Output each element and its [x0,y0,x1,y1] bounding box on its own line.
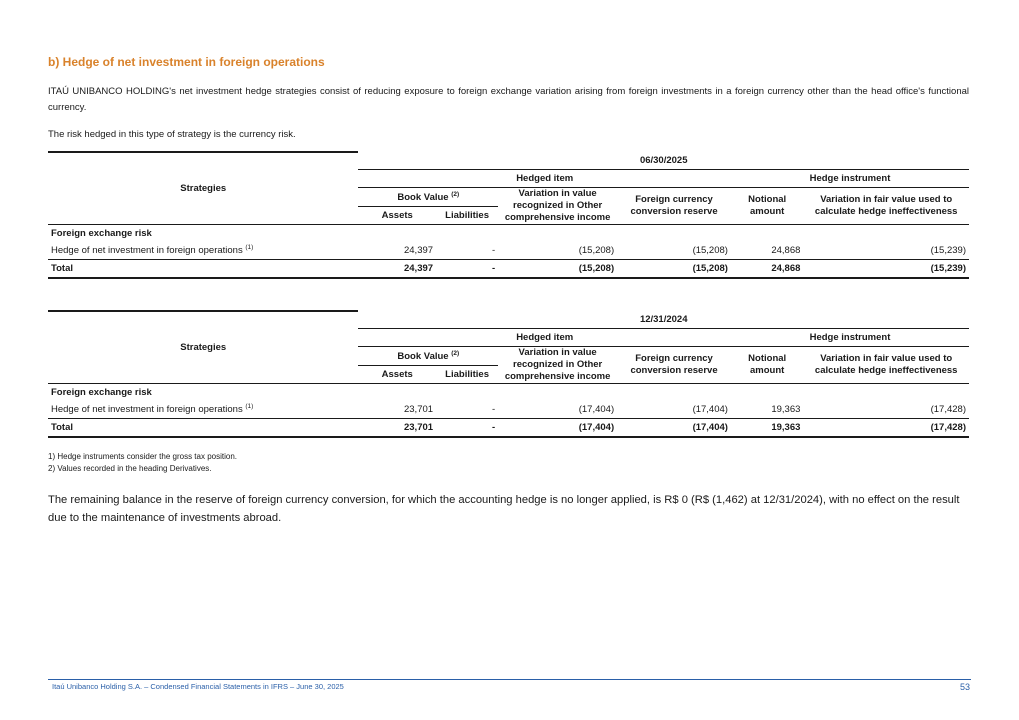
variation-oci-header: Variation in value recognized in Other comprehensive income [504,347,611,382]
hedge-instrument-header: Hedge instrument [731,170,969,188]
footnote-1: 1) Hedge instruments consider the gross tax position. [48,452,237,461]
book-value-label: Book Value [397,350,449,362]
row-label: Hedge of net investment in foreign operations $^{(1)}$ [51,403,254,416]
book-value-note: (2) [451,190,460,198]
row-note: (1) [245,403,254,411]
total-liabilities: - [436,419,498,438]
total-assets: 24,397 [358,260,436,279]
cell-notional: 19,363 [771,404,801,415]
book-value-header [358,188,498,207]
total-row [48,260,969,279]
notional-header: Notional amount [748,353,787,376]
section-title: b) Hedge of net investment in foreign operations [48,55,325,69]
strategies-header: Strategies [48,152,358,225]
hedge-table-2025 [48,151,969,279]
remaining-balance-paragraph: The remaining balance in the reserve of foreign currency conversion, for which the accounting hedge is no longer applied, is R$ 0 (R$ (1,462) at 12/31/2024), with no effect on the result due to the maintenance of investments abroad. [48,494,960,524]
cell-assets: 24,397 [403,245,434,256]
variation-oci-header: Variation in value recognized in Other comprehensive income [504,188,611,223]
variation-fv-header: Variation in fair value used to calculate hedge ineffectiveness [814,353,958,376]
hedged-item-header: Hedged item [358,329,731,347]
total-variation-oci: (15,208) [498,260,617,279]
variation-fv-header: Variation in fair value used to calculate hedge ineffectiveness [814,194,958,217]
footnotes [48,451,237,475]
total-row [48,419,969,438]
cell-assets: 23,701 [403,404,434,415]
table-row [48,242,969,260]
total-label: Total [48,260,358,279]
assets-header: Assets [358,365,436,384]
fcr-header: Foreign currency conversion reserve [630,353,718,376]
footer-text: Itaú Unibanco Holding S.A. – Condensed Financial Statements in IFRS – June 30, 2025 [52,682,344,691]
group-label: Foreign exchange risk [48,384,969,402]
group-label: Foreign exchange risk [48,225,969,243]
book-value-label: Book Value [397,191,449,203]
total-variation-fv: (15,239) [803,260,969,279]
notional-header: Notional amount [748,194,787,217]
total-variation-oci: (17,404) [498,419,617,438]
cell-variation-oci: (17,404) [578,404,615,415]
cell-fcr: (15,208) [692,245,728,256]
cell-fcr: (17,404) [692,404,728,415]
date-header: 06/30/2025 [358,152,969,170]
total-notional: 24,868 [731,260,803,279]
intro-paragraph: ITAÚ UNIBANCO HOLDING's net investment hedge strategies consist of reducing exposure to foreign exchange variation arising from foreign investments in a foreign currency other than the head office's functional currency. [48,86,969,113]
hedge-table-2024 [48,310,969,438]
cell-liabilities: - [491,404,496,415]
page-number: 53 [959,682,970,692]
row-note: (1) [245,244,254,252]
table-row [48,401,969,419]
book-value-header [358,347,498,366]
fcr-header: Foreign currency conversion reserve [630,194,718,217]
row-label: Hedge of net investment in foreign operations $^{(1)}$ [51,244,254,257]
assets-header: Assets [358,206,436,225]
total-fcr: (17,404) [617,419,731,438]
liabilities-header: Liabilities [436,365,498,384]
footnote-2: 2) Values recorded in the heading Derivatives. [48,464,212,473]
total-fcr: (15,208) [617,260,731,279]
total-variation-fv: (17,428) [803,419,969,438]
strategies-header: Strategies [48,311,358,384]
risk-sentence: The risk hedged in this type of strategy is the currency risk. [48,129,296,140]
liabilities-header: Liabilities [436,206,498,225]
total-liabilities: - [436,260,498,279]
hedge-instrument-header: Hedge instrument [731,329,969,347]
cell-variation-fv: (17,428) [930,404,966,415]
cell-variation-fv: (15,239) [930,245,966,256]
date-header: 12/31/2024 [358,311,969,329]
cell-variation-oci: (15,208) [578,245,615,256]
total-assets: 23,701 [358,419,436,438]
cell-liabilities: - [491,245,496,256]
hedged-item-header: Hedged item [358,170,731,188]
book-value-note: (2) [451,349,460,357]
total-notional: 19,363 [731,419,803,438]
cell-notional: 24,868 [771,245,801,256]
footer-divider [48,679,971,680]
total-label: Total [48,419,358,438]
